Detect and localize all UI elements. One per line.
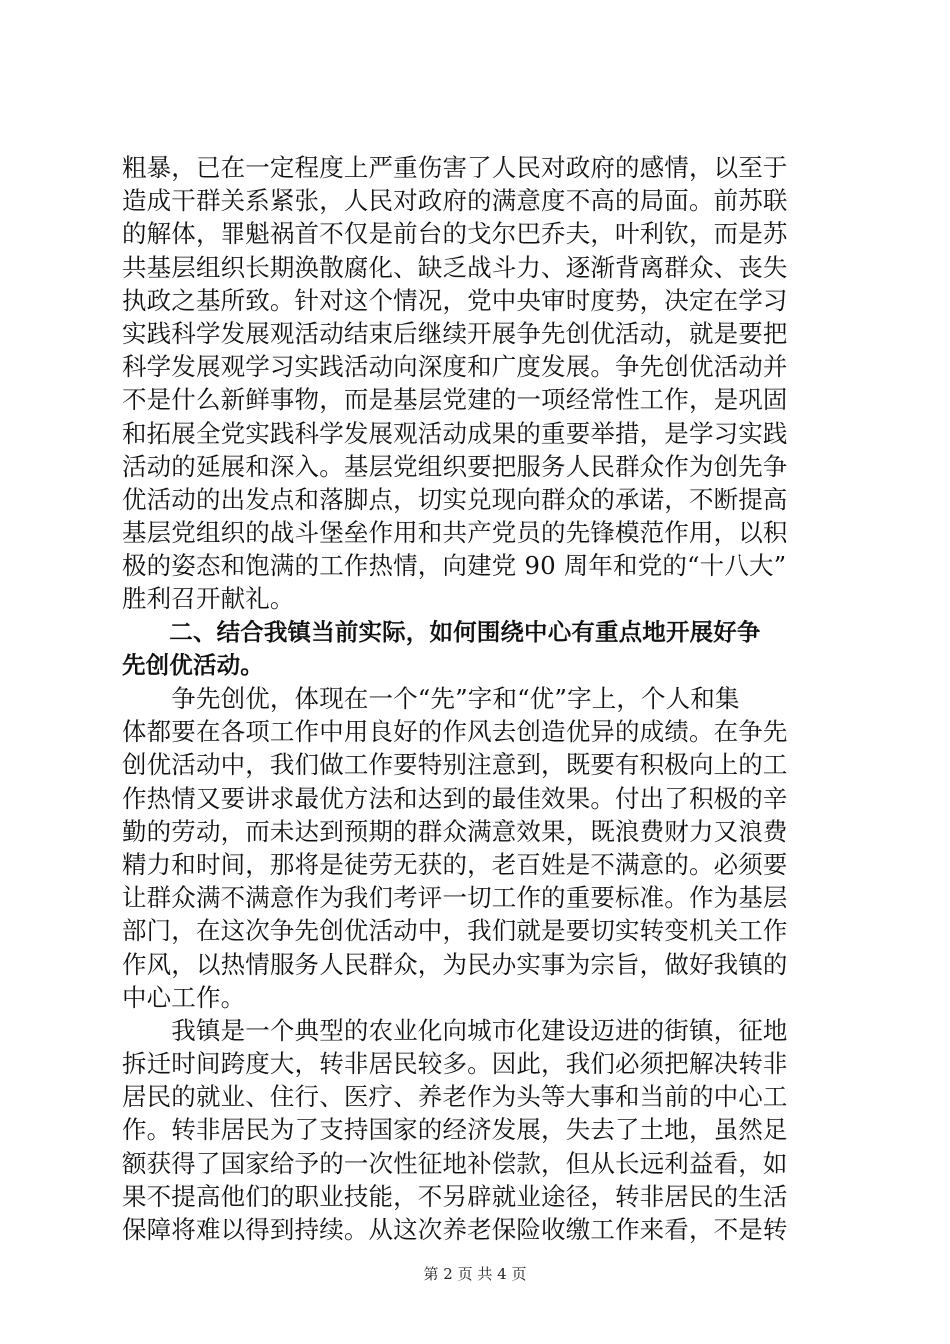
text-line: 创优活动中，我们做工作要特别注意到，既要有积极向上的工	[122, 750, 788, 780]
document-body	[122, 151, 832, 1246]
text-line: 优活动的出发点和落脚点，切实兑现向群众的承诺，不断提高	[122, 484, 788, 514]
text-line: 实践科学发展观活动结束后继续开展争先创优活动，就是要把	[122, 318, 788, 348]
text-line: 居民的就业、住行、医疗、养老作为头等大事和当前的中心工	[122, 1082, 788, 1112]
text-line: 我镇是一个典型的农业化向城市化建设迈进的街镇，征地	[122, 1015, 788, 1045]
text-line: 争先创优，体现在一个“先”字和“优”字上，个人和集	[122, 684, 740, 713]
text-line: 保障将难以得到持续。从这次养老保险收缴工作来看，不是转	[122, 1215, 788, 1244]
page-footer: 第 2 页 共 4 页	[423, 1265, 527, 1283]
text-line: 极的姿态和饱满的工作热情，向建党 90 周年和党的“十八大”	[122, 551, 787, 581]
text-line: 科学发展观学习实践活动向深度和广度发展。争先创优活动并	[122, 352, 788, 382]
section-heading-line: 二、结合我镇当前实际，如何围绕中心有重点地开展好争	[122, 617, 761, 646]
text-line: 中心工作。	[122, 982, 246, 1012]
section-heading-line: 先创优活动。	[122, 650, 264, 679]
text-line: 基层党组织的战斗堡垒作用和共产党员的先锋模范作用，以积	[122, 518, 788, 548]
text-line: 果不提高他们的职业技能，不另辟就业途径，转非居民的生活	[122, 1181, 788, 1211]
text-line: 作热情又要讲求最优方法和达到的最佳效果。付出了积极的辛	[122, 783, 788, 813]
text-line: 不是什么新鲜事物，而是基层党建的一项经常性工作，是巩固	[122, 385, 788, 415]
text-line: 拆迁时间跨度大，转非居民较多。因此，我们必须把解决转非	[122, 1049, 788, 1079]
text-line: 执政之基所致。针对这个情况，党中央审时度势，决定在学习	[122, 285, 788, 315]
text-line: 造成干群关系紧张，人民对政府的满意度不高的局面。前苏联	[122, 186, 788, 216]
text-line: 部门，在这次争先创优活动中，我们就是要切实转变机关工作	[122, 916, 788, 946]
text-line: 作风，以热情服务人民群众，为民办实事为宗旨，做好我镇的	[122, 949, 788, 979]
text-line: 活动的延展和深入。基层党组织要把服务人民群众作为创先争	[122, 451, 788, 481]
text-line: 额获得了国家给予的一次性征地补偿款，但从长远利益看，如	[122, 1148, 788, 1178]
text-line: 让群众满不满意作为我们考评一切工作的重要标准。作为基层	[122, 883, 788, 913]
text-line: 和拓展全党实践科学发展观活动成果的重要举措，是学习实践	[122, 418, 788, 448]
text-line: 粗暴，已在一定程度上严重伤害了人民对政府的感情，以至于	[122, 153, 788, 182]
text-line: 共基层组织长期涣散腐化、缺乏战斗力、逐渐背离群众、丧失	[122, 252, 788, 282]
text-line: 作。转非居民为了支持国家的经济发展，失去了土地，虽然足	[122, 1115, 788, 1145]
text-line: 勤的劳动，而未达到预期的群众满意效果，既浪费财力又浪费	[122, 816, 788, 846]
text-line: 的解体，罪魁祸首不仅是前台的戈尔巴乔夫，叶利钦，而是苏	[122, 219, 788, 249]
text-line: 精力和时间，那将是徒劳无获的，老百姓是不满意的。必须要	[122, 849, 788, 879]
text-line: 胜利召开献礼。	[122, 584, 295, 614]
text-line: 体都要在各项工作中用良好的作风去创造优异的成绩。在争先	[122, 717, 788, 747]
